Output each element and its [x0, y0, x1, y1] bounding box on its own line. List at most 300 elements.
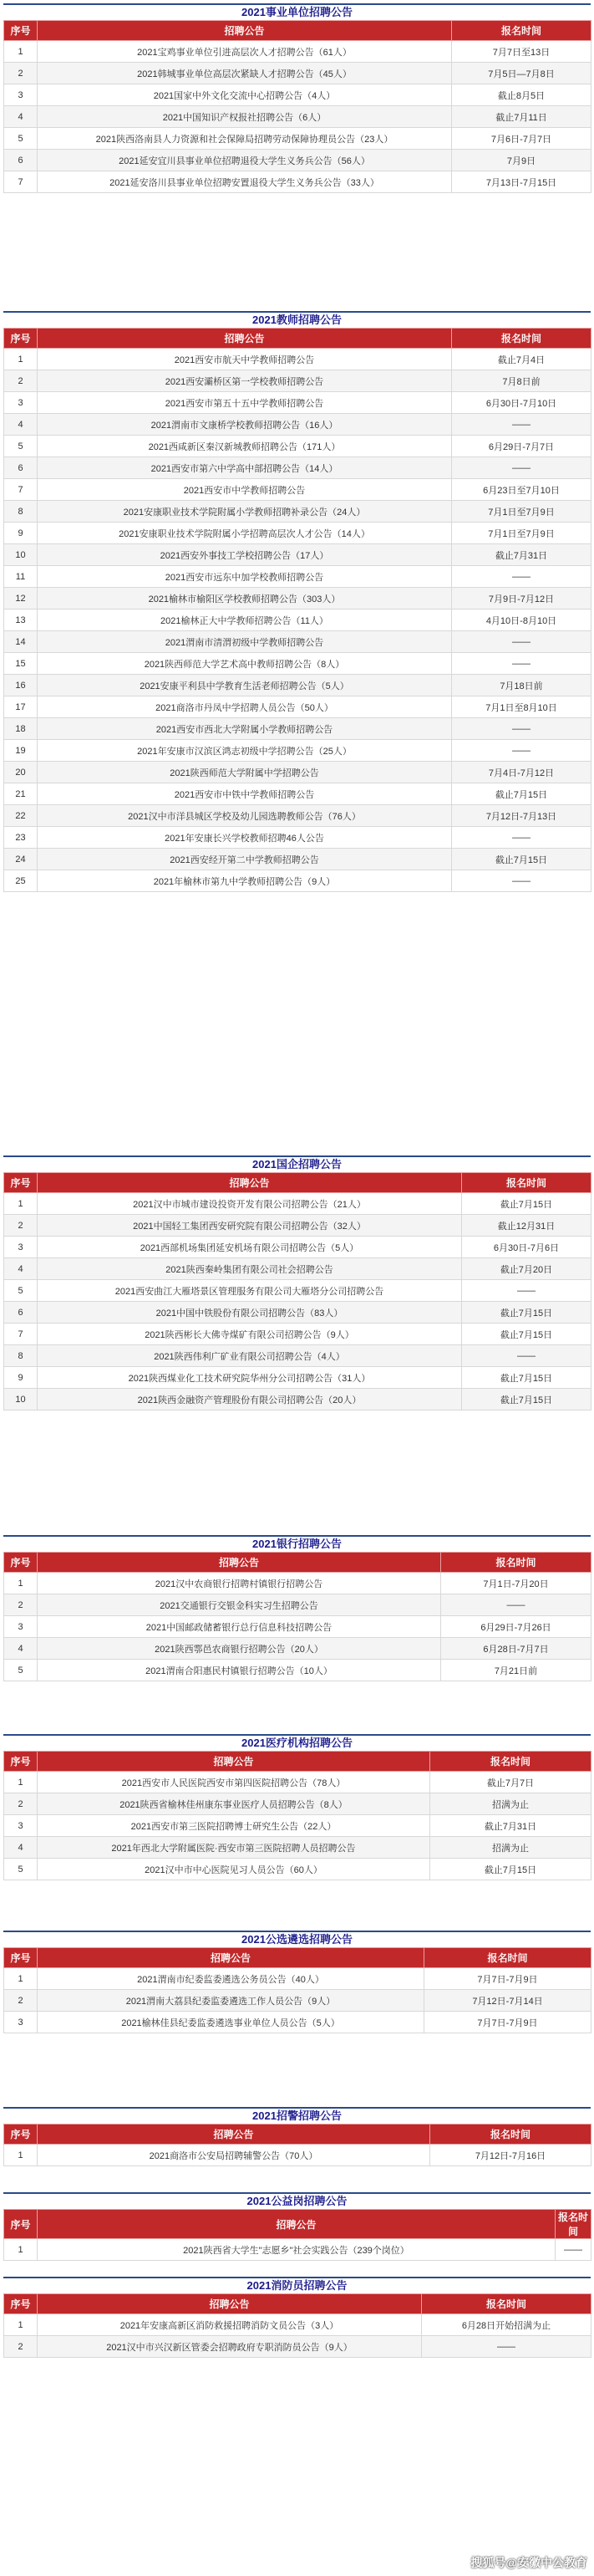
- notice-link[interactable]: 2021渭南市清渭初级中学教师招聘公告: [38, 631, 452, 653]
- notice-link[interactable]: 2021陕西伟利广矿业有限公司招聘公告（4人）: [38, 1345, 462, 1367]
- notice-link[interactable]: 2021中国中铁股份有限公司招聘公告（83人）: [38, 1302, 462, 1324]
- col-header-notice: 招聘公告: [38, 21, 452, 41]
- notice-link[interactable]: 2021安康平利县中学教育生活老师招聘公告（5人）: [38, 675, 452, 696]
- signup-date: 7月12日-7月16日: [430, 2145, 591, 2166]
- notice-link[interactable]: 2021榆林正大中学教师招聘公告（11人）: [38, 610, 452, 631]
- row-index: 20: [4, 762, 38, 783]
- table-row: [4, 1660, 591, 1681]
- col-header-index: 序号: [4, 1948, 38, 1968]
- col-header-date: 报名时间: [430, 1752, 591, 1772]
- col-header-notice: 招聘公告: [38, 1173, 462, 1193]
- table-row: [4, 2145, 591, 2166]
- col-header-date: 报名时间: [462, 1173, 591, 1193]
- signup-date: 截止7月20日: [462, 1258, 591, 1280]
- signup-date: 7月7日-7月9日: [424, 1968, 591, 1990]
- signup-date: ——: [462, 1280, 591, 1302]
- notice-link[interactable]: 2021西安市航天中学教师招聘公告: [38, 349, 452, 370]
- section-7: [3, 2107, 591, 2166]
- section-title: 2021公益岗招聘公告: [3, 2192, 591, 2209]
- row-index: 5: [4, 1280, 38, 1302]
- notice-link[interactable]: 2021中国轻工集团西安研究院有限公司招聘公告（32人）: [38, 1215, 462, 1237]
- notice-link[interactable]: 2021汉中农商银行招聘村镇银行招聘公告: [38, 1573, 441, 1594]
- notice-link[interactable]: 2021陕西鄠邑农商银行招聘公告（20人）: [38, 1638, 441, 1660]
- col-header-date: 报名时间: [452, 329, 591, 349]
- recruit-table: [3, 2209, 591, 2261]
- table-row: [4, 696, 591, 718]
- signup-date: 7月12日-7月14日: [424, 1990, 591, 2012]
- signup-date: ——: [441, 1594, 591, 1616]
- notice-link[interactable]: 2021陕西洛南县人力资源和社会保障局招聘劳动保障协理员公告（23人）: [38, 128, 452, 150]
- notice-link[interactable]: 2021汉中市兴汉新区管委会招聘政府专职消防员公告（9人）: [38, 2336, 422, 2358]
- col-header-date: 报名时间: [424, 1948, 591, 1968]
- signup-date: 截止7月15日: [452, 849, 591, 870]
- row-index: 1: [4, 2239, 38, 2261]
- signup-date: 截止7月15日: [462, 1193, 591, 1215]
- col-header-notice: 招聘公告: [38, 329, 452, 349]
- signup-date: 7月1日-7月20日: [441, 1573, 591, 1594]
- table-row: [4, 544, 591, 566]
- row-index: 6: [4, 457, 38, 479]
- recruit-table: [3, 2124, 591, 2166]
- signup-date: 招满为止: [430, 1793, 591, 1815]
- signup-date: 7月1日至8月10日: [452, 696, 591, 718]
- row-index: 13: [4, 610, 38, 631]
- row-index: 1: [4, 2314, 38, 2336]
- table-row: [4, 1859, 591, 1880]
- table-row: [4, 370, 591, 392]
- notice-link[interactable]: 2021西安灞桥区第一学校教师招聘公告: [38, 370, 452, 392]
- signup-date: 截止7月31日: [430, 1815, 591, 1837]
- signup-date: 7月8日前: [452, 370, 591, 392]
- row-index: 8: [4, 501, 38, 523]
- notice-link[interactable]: 2021延安宜川县事业单位招聘退役大学生义务兵公告（56人）: [38, 150, 452, 171]
- row-index: 11: [4, 566, 38, 588]
- table-row: [4, 171, 591, 193]
- col-header-notice: 招聘公告: [38, 1752, 430, 1772]
- notice-link[interactable]: 2021西安市远东中加学校教师招聘公告: [38, 566, 452, 588]
- row-index: 5: [4, 1660, 38, 1681]
- notice-link[interactable]: 2021榆林市榆阳区学校教师招聘公告（303人）: [38, 588, 452, 610]
- notice-link[interactable]: 2021年安康高新区消防救援招聘消防文员公告（3人）: [38, 2314, 422, 2336]
- table-row: [4, 1968, 591, 1990]
- notice-link[interactable]: 2021延安洛川县事业单位招聘安置退役大学生义务兵公告（33人）: [38, 171, 452, 193]
- notice-link[interactable]: 2021陕西金融资产管理股份有限公司招聘公告（20人）: [38, 1389, 462, 1410]
- notice-link[interactable]: 2021陕西师范大学附属中学招聘公告: [38, 762, 452, 783]
- row-index: 15: [4, 653, 38, 675]
- table-row: [4, 1215, 591, 1237]
- table-row: [4, 2012, 591, 2033]
- col-header-index: 序号: [4, 1752, 38, 1772]
- signup-date: 6月29日-7月7日: [452, 436, 591, 457]
- notice-link[interactable]: 2021年安康市汉滨区鸿志初级中学招聘公告（25人）: [38, 740, 452, 762]
- section-9: [3, 2277, 591, 2358]
- table-header-row: [4, 2125, 591, 2145]
- row-index: 1: [4, 1193, 38, 1215]
- signup-date: 7月7日-7月9日: [424, 2012, 591, 2033]
- notice-link[interactable]: 2021西安市中学教师招聘公告: [38, 479, 452, 501]
- section-title: 2021招警招聘公告: [3, 2107, 591, 2124]
- signup-date: ——: [452, 414, 591, 436]
- row-index: 2: [4, 63, 38, 84]
- col-header-notice: 招聘公告: [38, 2210, 556, 2239]
- col-header-index: 序号: [4, 1553, 38, 1573]
- row-index: 2: [4, 1215, 38, 1237]
- table-row: [4, 414, 591, 436]
- notice-link[interactable]: 2021商洛市丹凤中学招聘人员公告（50人）: [38, 696, 452, 718]
- signup-date: 7月21日前: [441, 1660, 591, 1681]
- signup-date: 截止7月15日: [452, 783, 591, 805]
- col-header-index: 序号: [4, 1173, 38, 1193]
- table-row: [4, 41, 591, 63]
- signup-date: ——: [462, 1345, 591, 1367]
- row-index: 16: [4, 675, 38, 696]
- table-row: [4, 783, 591, 805]
- notice-link[interactable]: 2021商洛市公安局招聘辅警公告（70人）: [38, 2145, 430, 2166]
- col-header-notice: 招聘公告: [38, 2294, 422, 2314]
- table-row: [4, 1237, 591, 1258]
- table-row: [4, 1280, 591, 1302]
- section-title: 2021医疗机构招聘公告: [3, 1734, 591, 1751]
- section-3: [3, 1155, 591, 1410]
- col-header-notice: 招聘公告: [38, 1553, 441, 1573]
- section-title: 2021银行招聘公告: [3, 1535, 591, 1552]
- row-index: 3: [4, 1616, 38, 1638]
- signup-date: ——: [422, 2336, 591, 2358]
- col-header-date: 报名时间: [441, 1553, 591, 1573]
- notice-link[interactable]: 2021陕西师范大学艺术高中教师招聘公告（8人）: [38, 653, 452, 675]
- signup-date: 7月13日-7月15日: [452, 171, 591, 193]
- table-row: [4, 1573, 591, 1594]
- col-header-notice: 招聘公告: [38, 1948, 424, 1968]
- row-index: 19: [4, 740, 38, 762]
- row-index: 4: [4, 106, 38, 128]
- signup-date: 截止7月15日: [462, 1324, 591, 1345]
- notice-link[interactable]: 2021年西北大学附属医院·西安市第三医院招聘人员招聘公告: [38, 1837, 430, 1859]
- signup-date: 4月10日-8月10日: [452, 610, 591, 631]
- col-header-date: 报名时间: [452, 21, 591, 41]
- table-row: [4, 1837, 591, 1859]
- table-row: [4, 479, 591, 501]
- row-index: 4: [4, 1258, 38, 1280]
- signup-date: 7月12日-7月13日: [452, 805, 591, 827]
- row-index: 17: [4, 696, 38, 718]
- notice-link[interactable]: 2021榆林佳县纪委监委遴选事业单位人员公告（5人）: [38, 2012, 424, 2033]
- notice-link[interactable]: 2021汉中市洋县城区学校及幼儿园选聘教师公告（76人）: [38, 805, 452, 827]
- col-header-index: 序号: [4, 2210, 38, 2239]
- table-row: [4, 1815, 591, 1837]
- table-row: [4, 2314, 591, 2336]
- recruit-table: [3, 1172, 591, 1410]
- signup-date: 7月4日-7月12日: [452, 762, 591, 783]
- row-index: 7: [4, 171, 38, 193]
- notice-link[interactable]: 2021渭南市纪委监委遴选公务员公告（40人）: [38, 1968, 424, 1990]
- table-row: [4, 150, 591, 171]
- table-row: [4, 392, 591, 414]
- notice-link[interactable]: 2021汉中市中心医院见习人员公告（60人）: [38, 1859, 430, 1880]
- row-index: 5: [4, 1859, 38, 1880]
- signup-date: 7月9日: [452, 150, 591, 171]
- table-row: [4, 106, 591, 128]
- table-row: [4, 2239, 591, 2261]
- notice-link[interactable]: 2021西安市第三医院招聘博士研究生公告（22人）: [38, 1815, 430, 1837]
- signup-date: 截止7月4日: [452, 349, 591, 370]
- notice-link[interactable]: 2021中国邮政储蓄银行总行信息科技招聘公告: [38, 1616, 441, 1638]
- table-row: [4, 588, 591, 610]
- row-index: 6: [4, 1302, 38, 1324]
- signup-date: 招满为止: [430, 1837, 591, 1859]
- row-index: 9: [4, 1367, 38, 1389]
- section-8: [3, 2192, 591, 2261]
- col-header-index: 序号: [4, 2125, 38, 2145]
- row-index: 18: [4, 718, 38, 740]
- notice-link[interactable]: 2021年安康长兴学校教师招聘46人公告: [38, 827, 452, 849]
- recruit-table: [3, 2293, 591, 2358]
- signup-date: ——: [452, 870, 591, 892]
- notice-link[interactable]: 2021安康职业技术学院附属小学教师招聘补录公告（24人）: [38, 501, 452, 523]
- table-row: [4, 740, 591, 762]
- row-index: 2: [4, 2336, 38, 2358]
- row-index: 1: [4, 41, 38, 63]
- notice-link[interactable]: 2021汉中市城市建设投资开发有限公司招聘公告（21人）: [38, 1193, 462, 1215]
- row-index: 2: [4, 1594, 38, 1616]
- recruit-table: [3, 1947, 591, 2033]
- signup-date: 截止7月15日: [462, 1389, 591, 1410]
- notice-link[interactable]: 2021年榆林市第九中学教师招聘公告（9人）: [38, 870, 452, 892]
- signup-date: 6月30日-7月6日: [462, 1237, 591, 1258]
- row-index: 12: [4, 588, 38, 610]
- table-row: [4, 675, 591, 696]
- signup-date: ——: [452, 827, 591, 849]
- signup-date: ——: [556, 2239, 591, 2261]
- table-row: [4, 1616, 591, 1638]
- row-index: 6: [4, 150, 38, 171]
- signup-date: 截止7月15日: [462, 1367, 591, 1389]
- notice-link[interactable]: 2021陕西省榆林佳州康东事业医疗人员招聘公告（8人）: [38, 1793, 430, 1815]
- row-index: 1: [4, 1772, 38, 1793]
- watermark: 搜狐号@安徽中公教育: [470, 2556, 587, 2569]
- signup-date: 截止7月11日: [452, 106, 591, 128]
- table-row: [4, 63, 591, 84]
- signup-date: 截止7月15日: [430, 1859, 591, 1880]
- row-index: 4: [4, 1837, 38, 1859]
- notice-link[interactable]: 2021西安市人民医院西安市第四医院招聘公告（78人）: [38, 1772, 430, 1793]
- notice-link[interactable]: 2021西安市第五十五中学教师招聘公告: [38, 392, 452, 414]
- row-index: 2: [4, 1793, 38, 1815]
- row-index: 1: [4, 1573, 38, 1594]
- notice-link[interactable]: 2021渭南市文康桥学校教师招聘公告（16人）: [38, 414, 452, 436]
- table-header-row: [4, 1752, 591, 1772]
- recruit-table: [3, 1552, 591, 1681]
- row-index: 14: [4, 631, 38, 653]
- notice-link[interactable]: 2021韩城事业单位高层次紧缺人才招聘公告（45人）: [38, 63, 452, 84]
- table-row: [4, 1389, 591, 1410]
- row-index: 23: [4, 827, 38, 849]
- notice-link[interactable]: 2021渭南合阳惠民村镇银行招聘公告（10人）: [38, 1660, 441, 1681]
- notice-link[interactable]: 2021陕西秦岭集团有限公司社会招聘公告: [38, 1258, 462, 1280]
- table-header-row: [4, 1553, 591, 1573]
- signup-date: ——: [452, 457, 591, 479]
- table-row: [4, 84, 591, 106]
- table-row: [4, 653, 591, 675]
- col-header-index: 序号: [4, 329, 38, 349]
- recruit-table: [3, 20, 591, 193]
- table-header-row: [4, 1173, 591, 1193]
- row-index: 3: [4, 2012, 38, 2033]
- row-index: 3: [4, 1815, 38, 1837]
- signup-date: 7月9日-7月12日: [452, 588, 591, 610]
- table-row: [4, 523, 591, 544]
- table-row: [4, 457, 591, 479]
- notice-link[interactable]: 2021西部机场集团延安机场有限公司招聘公告（5人）: [38, 1237, 462, 1258]
- section-4: [3, 1535, 591, 1681]
- section-1: [3, 3, 591, 193]
- notice-link[interactable]: 2021国家中外文化交流中心招聘公告（4人）: [38, 84, 452, 106]
- table-row: [4, 870, 591, 892]
- row-index: 1: [4, 349, 38, 370]
- recruit-table: [3, 1751, 591, 1880]
- signup-date: ——: [452, 631, 591, 653]
- section-6: [3, 1931, 591, 2033]
- row-index: 5: [4, 128, 38, 150]
- signup-date: 截止7月7日: [430, 1772, 591, 1793]
- table-row: [4, 566, 591, 588]
- row-index: 3: [4, 1237, 38, 1258]
- row-index: 5: [4, 436, 38, 457]
- row-index: 21: [4, 783, 38, 805]
- signup-date: 7月5日—7月8日: [452, 63, 591, 84]
- table-row: [4, 1638, 591, 1660]
- table-row: [4, 1594, 591, 1616]
- table-row: [4, 1367, 591, 1389]
- section-title: 2021消防员招聘公告: [3, 2277, 591, 2293]
- table-row: [4, 349, 591, 370]
- signup-date: 截止7月15日: [462, 1302, 591, 1324]
- row-index: 3: [4, 84, 38, 106]
- col-header-date: 报名时间: [556, 2210, 591, 2239]
- table-row: [4, 1772, 591, 1793]
- row-index: 4: [4, 414, 38, 436]
- row-index: 2: [4, 370, 38, 392]
- row-index: 24: [4, 849, 38, 870]
- notice-link[interactable]: 2021西安市中铁中学教师招聘公告: [38, 783, 452, 805]
- section-5: [3, 1734, 591, 1880]
- table-header-row: [4, 21, 591, 41]
- row-index: 4: [4, 1638, 38, 1660]
- signup-date: ——: [452, 718, 591, 740]
- notice-link[interactable]: 2021安康职业技术学院附属小学招聘高层次人才公告（14人）: [38, 523, 452, 544]
- row-index: 9: [4, 523, 38, 544]
- notice-link[interactable]: 2021陕西煤业化工技术研究院华州分公司招聘公告（31人）: [38, 1367, 462, 1389]
- signup-date: 截止8月5日: [452, 84, 591, 106]
- signup-date: 7月18日前: [452, 675, 591, 696]
- col-header-index: 序号: [4, 2294, 38, 2314]
- table-row: [4, 1345, 591, 1367]
- table-row: [4, 762, 591, 783]
- row-index: 3: [4, 392, 38, 414]
- table-row: [4, 1324, 591, 1345]
- row-index: 25: [4, 870, 38, 892]
- recruit-table: [3, 328, 591, 892]
- row-index: 7: [4, 479, 38, 501]
- signup-date: 截止12月31日: [462, 1215, 591, 1237]
- signup-date: 6月30日-7月10日: [452, 392, 591, 414]
- table-header-row: [4, 329, 591, 349]
- notice-link[interactable]: 2021西咸新区秦汉新城教师招聘公告（171人）: [38, 436, 452, 457]
- signup-date: 7月7日至13日: [452, 41, 591, 63]
- notice-link[interactable]: 2021西安经开第二中学教师招聘公告: [38, 849, 452, 870]
- table-row: [4, 849, 591, 870]
- notice-link[interactable]: 2021中国知识产权报社招聘公告（6人）: [38, 106, 452, 128]
- table-row: [4, 718, 591, 740]
- signup-date: ——: [452, 566, 591, 588]
- table-row: [4, 501, 591, 523]
- col-header-index: 序号: [4, 21, 38, 41]
- table-row: [4, 1258, 591, 1280]
- table-row: [4, 1193, 591, 1215]
- notice-link[interactable]: 2021西安市第六中学高中部招聘公告（14人）: [38, 457, 452, 479]
- signup-date: 7月1日至7月9日: [452, 523, 591, 544]
- notice-link[interactable]: 2021宝鸡事业单位引进高层次人才招聘公告（61人）: [38, 41, 452, 63]
- row-index: 7: [4, 1324, 38, 1345]
- signup-date: 6月23日至7月10日: [452, 479, 591, 501]
- row-index: 22: [4, 805, 38, 827]
- row-index: 1: [4, 2145, 38, 2166]
- table-header-row: [4, 2294, 591, 2314]
- table-header-row: [4, 2210, 591, 2239]
- notice-link[interactable]: 2021渭南大荔县纪委监委遴选工作人员公告（9人）: [38, 1990, 424, 2012]
- row-index: 10: [4, 1389, 38, 1410]
- signup-date: 6月29日-7月26日: [441, 1616, 591, 1638]
- col-header-date: 报名时间: [430, 2125, 591, 2145]
- table-row: [4, 827, 591, 849]
- row-index: 8: [4, 1345, 38, 1367]
- signup-date: ——: [452, 653, 591, 675]
- table-row: [4, 805, 591, 827]
- notice-link[interactable]: 2021西安外事技工学校招聘公告（17人）: [38, 544, 452, 566]
- table-row: [4, 1302, 591, 1324]
- row-index: 2: [4, 1990, 38, 2012]
- table-row: [4, 436, 591, 457]
- signup-date: 6月28日-7月7日: [441, 1638, 591, 1660]
- notice-link[interactable]: 2021西安曲江大雁塔景区管理服务有限公司大雁塔分公司招聘公告: [38, 1280, 462, 1302]
- notice-link[interactable]: 2021陕西省大学生"志愿乡"社会实践公告（239个岗位）: [38, 2239, 556, 2261]
- signup-date: 7月6日-7月7日: [452, 128, 591, 150]
- notice-link[interactable]: 2021西安市西北大学附属小学教师招聘公告: [38, 718, 452, 740]
- signup-date: ——: [452, 740, 591, 762]
- table-row: [4, 631, 591, 653]
- section-title: 2021国企招聘公告: [3, 1155, 591, 1172]
- table-row: [4, 1793, 591, 1815]
- signup-date: 6月28日开始招满为止: [422, 2314, 591, 2336]
- notice-link[interactable]: 2021交通银行交银金科实习生招聘公告: [38, 1594, 441, 1616]
- section-2: [3, 311, 591, 892]
- col-header-notice: 招聘公告: [38, 2125, 430, 2145]
- row-index: 10: [4, 544, 38, 566]
- row-index: 1: [4, 1968, 38, 1990]
- section-title: 2021公选遴选招聘公告: [3, 1931, 591, 1947]
- section-title: 2021教师招聘公告: [3, 311, 591, 328]
- table-row: [4, 128, 591, 150]
- notice-link[interactable]: 2021陕西彬长大佛寺煤矿有限公司招聘公告（9人）: [38, 1324, 462, 1345]
- table-row: [4, 1990, 591, 2012]
- signup-date: 截止7月31日: [452, 544, 591, 566]
- table-header-row: [4, 1948, 591, 1968]
- table-row: [4, 2336, 591, 2358]
- section-title: 2021事业单位招聘公告: [3, 3, 591, 20]
- signup-date: 7月1日至7月9日: [452, 501, 591, 523]
- col-header-date: 报名时间: [422, 2294, 591, 2314]
- table-row: [4, 610, 591, 631]
